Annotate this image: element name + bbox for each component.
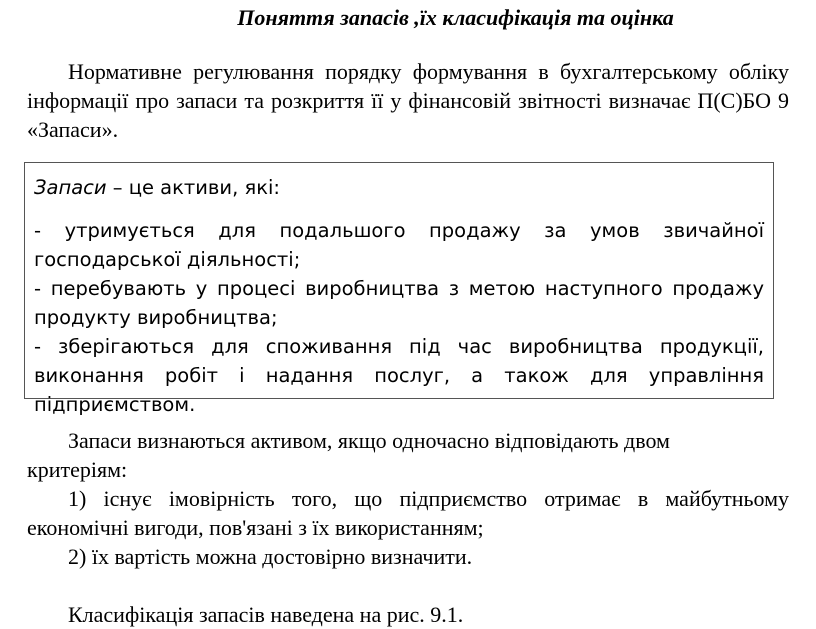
criteria-intro: Запаси визнаються активом, якщо одночасно відповідають двом критеріям: <box>27 428 670 482</box>
definition-term: Запаси <box>34 176 107 199</box>
intro-paragraph: Нормативне регулювання порядку формування в бухгалтерському обліку інформації про запаси та розкриття її у фінансовій звітності визначає П(С)БО 9 «Запаси». <box>27 59 789 142</box>
definition-item: - утримується для подальшого продажу за умов звичайної господарської діяльності; <box>34 219 764 271</box>
definition-box <box>24 162 774 416</box>
criteria-section <box>27 426 789 629</box>
classification-note: Класифікація запасів наведена на рис. 9.1. <box>68 602 464 627</box>
criterion-item: 2) їх вартість можна достовірно визначити. <box>68 544 473 569</box>
definition-line <box>34 173 764 202</box>
spacer <box>27 571 789 600</box>
criterion-item: 1) існує імовірність того, що підприємство отримає в майбутньому економічні вигоди, пов'язані з їх використанням; <box>27 486 789 540</box>
definition-item: - зберігаються для споживання під час виробництва продукції, виконання робіт і надання послуг, а також для управління підприємством. <box>34 335 764 416</box>
definition-text: – це активи, які: <box>106 176 280 199</box>
definition-item: - перебувають у процесі виробництва з метою наступного продажу продукту виробництва; <box>34 277 764 329</box>
document-title: Поняття запасів ,їх класифікація та оцінка <box>237 5 674 30</box>
